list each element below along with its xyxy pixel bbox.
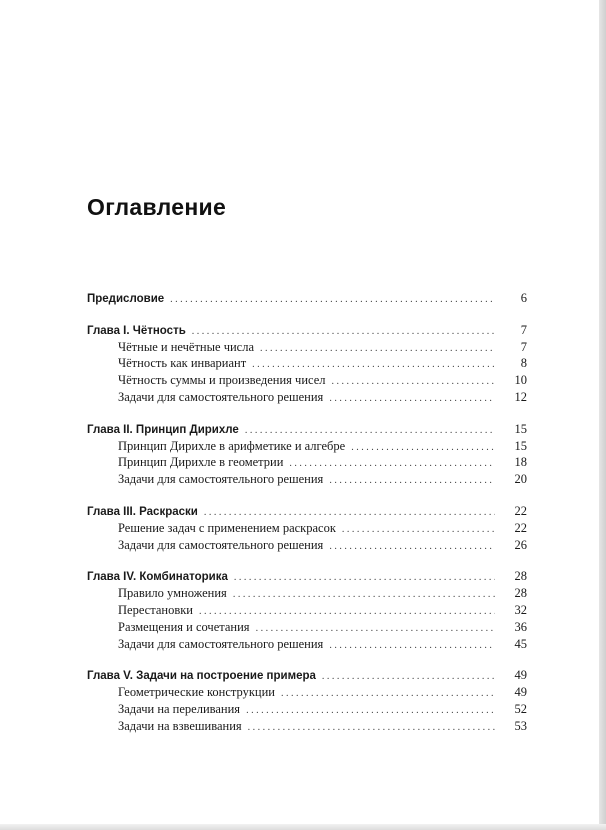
toc-chapter-page: 7: [520, 322, 527, 337]
toc-chapter-group: [87, 568, 527, 652]
toc-section[interactable]: [87, 355, 527, 372]
dot-leader: [246, 703, 495, 720]
toc-section-label: Задачи для самостоятельного решения: [118, 389, 324, 404]
toc-section-page: 22: [514, 520, 527, 535]
toc-chapter-page: 15: [514, 421, 527, 436]
toc-chapter-label: Глава III. Раскраски: [87, 505, 198, 518]
toc-section-page: 49: [514, 685, 527, 700]
dot-leader: [170, 292, 495, 309]
toc-section-page: 53: [514, 718, 527, 733]
toc-section-label: Геометрические конструкции: [118, 685, 275, 700]
toc-section-page: 52: [514, 701, 527, 716]
toc-section-label: Чётность как инвариант: [118, 356, 247, 371]
page-edge: [599, 0, 606, 830]
dot-leader: [234, 570, 495, 587]
dot-leader: [281, 686, 495, 703]
dot-leader: [329, 539, 495, 556]
toc-chapter-label: Глава IV. Комбинаторика: [87, 571, 228, 584]
page-edge-bottom: [0, 824, 606, 830]
dot-leader: [329, 391, 495, 408]
toc-section-page: 26: [514, 537, 527, 552]
toc-section-label: Правило умножения: [118, 586, 227, 601]
toc-section-label: Решение задач с применением раскрасок: [118, 520, 336, 535]
toc-section-page: 28: [514, 586, 527, 601]
toc-section-page: 10: [514, 373, 527, 388]
toc-section-label: Задачи на взвешивания: [118, 718, 242, 733]
toc-section-label: Перестановки: [118, 602, 193, 617]
toc-section-label: Задачи для самостоятельного решения: [118, 472, 324, 487]
toc-section-label: Чётные и нечётные числа: [118, 339, 255, 354]
toc-section-label: Задачи для самостоятельного решения: [118, 636, 324, 651]
toc-section-page: 7: [520, 339, 527, 354]
toc-chapter-page: 49: [514, 668, 527, 683]
toc-section[interactable]: [87, 438, 527, 455]
dot-leader: [260, 341, 495, 358]
table-of-contents: [87, 290, 527, 750]
toc-section[interactable]: [87, 454, 527, 471]
toc-section-page: 45: [514, 636, 527, 651]
toc-section-label: Чётность суммы и произведения чисел: [118, 373, 326, 388]
toc-section-page: 36: [514, 619, 527, 634]
toc-chapter-group: [87, 503, 527, 553]
toc-chapter[interactable]: [87, 667, 527, 684]
toc-section-page: 15: [514, 438, 527, 453]
toc-section-page: 20: [514, 472, 527, 487]
toc-section[interactable]: [87, 389, 527, 406]
toc-chapter-label: Глава I. Чётность: [87, 324, 186, 337]
dot-leader: [329, 638, 495, 655]
toc-section[interactable]: [87, 619, 527, 636]
toc-section[interactable]: [87, 372, 527, 389]
dot-leader: [233, 587, 495, 604]
toc-section[interactable]: [87, 701, 527, 718]
toc-section[interactable]: [87, 339, 527, 356]
toc-chapter-group: [87, 667, 527, 734]
toc-section[interactable]: [87, 585, 527, 602]
dot-leader: [322, 669, 495, 686]
dot-leader: [351, 440, 495, 457]
toc-chapter[interactable]: [87, 503, 527, 520]
toc-chapter[interactable]: [87, 568, 527, 585]
toc-chapters: [87, 322, 527, 735]
toc-section-page: 12: [514, 389, 527, 404]
toc-section[interactable]: [87, 602, 527, 619]
toc-preface-label: Предисловие: [87, 293, 165, 305]
toc-section-page: 32: [514, 602, 527, 617]
toc-section[interactable]: [87, 520, 527, 537]
toc-section[interactable]: [87, 718, 527, 735]
dot-leader: [332, 374, 495, 391]
toc-section-label: Принцип Дирихле в арифметике и алгебре: [118, 438, 346, 453]
toc-chapter[interactable]: [87, 421, 527, 438]
toc-section[interactable]: [87, 471, 527, 488]
toc-section-page: 8: [520, 356, 527, 371]
toc-chapter-page: 22: [514, 503, 527, 518]
dot-leader: [342, 522, 495, 539]
toc-preface-page: 6: [520, 291, 527, 305]
toc-section-page: 18: [514, 455, 527, 470]
toc-chapter-group: [87, 421, 527, 488]
toc-chapter-group: [87, 322, 527, 406]
toc-section[interactable]: [87, 636, 527, 653]
toc-preface[interactable]: [87, 290, 527, 307]
toc-chapter-page: 28: [514, 569, 527, 584]
toc-section[interactable]: [87, 537, 527, 554]
toc-section-label: Задачи для самостоятельного решения: [118, 537, 324, 552]
toc-section-label: Задачи на переливания: [118, 701, 241, 716]
toc-chapter-label: Глава V. Задачи на построение примера: [87, 670, 316, 683]
toc-section-label: Размещения и сочетания: [118, 619, 250, 634]
toc-chapter-label: Глава II. Принцип Дирихле: [87, 423, 239, 436]
toc-section[interactable]: [87, 684, 527, 701]
toc-chapter[interactable]: [87, 322, 527, 339]
dot-leader: [329, 473, 495, 490]
dot-leader: [248, 720, 495, 737]
toc-section-label: Принцип Дирихле в геометрии: [118, 455, 284, 470]
page-title: Оглавление: [87, 194, 227, 220]
